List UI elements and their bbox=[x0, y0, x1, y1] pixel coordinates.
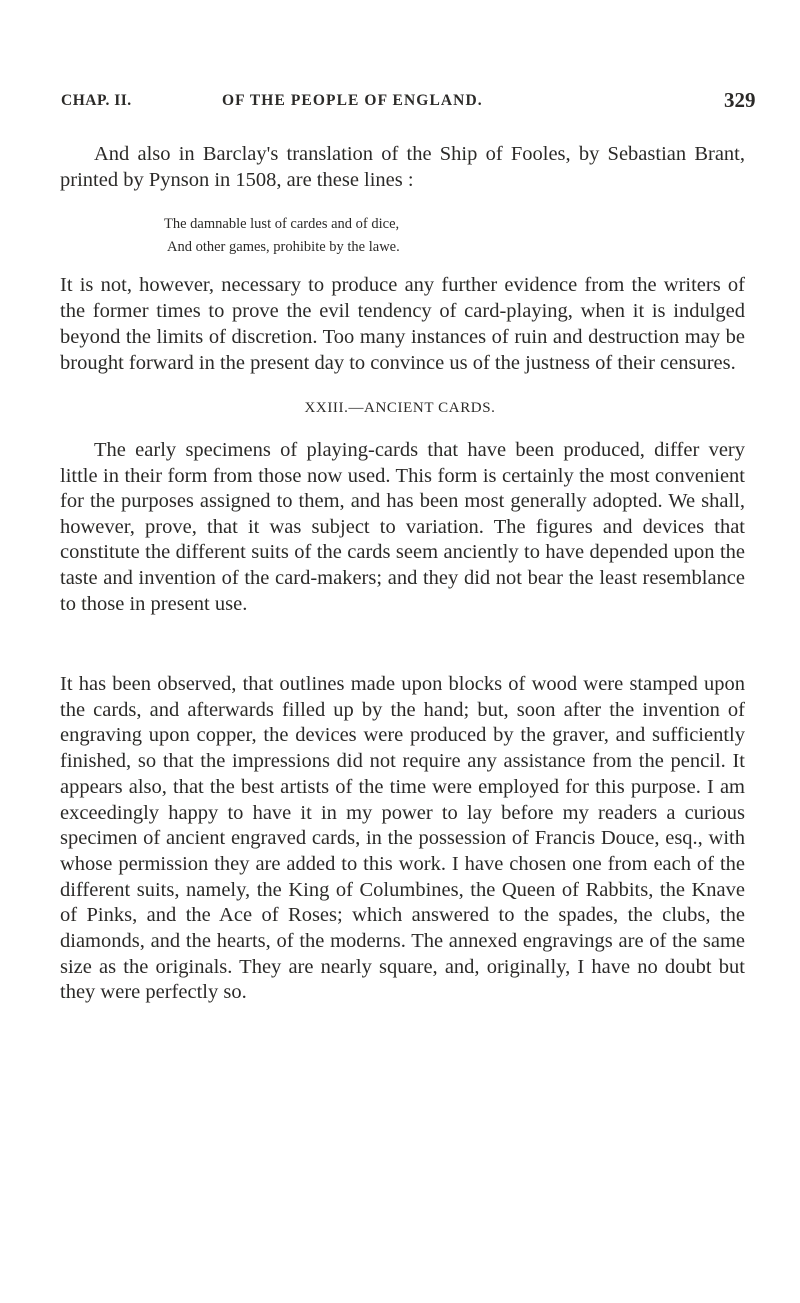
page-number: 329 bbox=[724, 88, 756, 112]
paragraph-intro: And also in Barclay's translation of the Ship of Fooles, by Sebastian Brant, printed by Pynson in 1508, are these lines : bbox=[60, 143, 745, 191]
verse-quotation bbox=[164, 213, 664, 259]
quote-line-1: The damnable lust of cardes and of dice, bbox=[164, 216, 400, 232]
paragraph-evidence: It is not, however, necessary to produce any further evidence from the writers of the former times to prove the evil tendency of card-playing, when it is indulged beyond the limits of discretion. Too many instances of ruin and destruction may be brought forward in the present day to convince us of the justness of their censures. bbox=[60, 274, 745, 374]
running-head bbox=[0, 88, 800, 122]
paragraph-outlines: It has been observed, that outlines made upon blocks of wood were stamped upon the cards, and afterwards filled up by the hand; but, soon after the invention of engraving upon copper, the devices were produced by the graver, and sufficiently finished, so that the impressions did not require any assistance from the pencil. It appears also, that the best artists of the time were employed for this purpose. I am exceedingly happy to have it in my power to lay before my readers a curious specimen of ancient engraved cards, in the possession of Francis Douce, esq., with whose permission they are added to this work. I have chosen one from each of the different suits, namely, the King of Columbines, the Queen of Rabbits, the Knave of Pinks, and the Ace of Roses; which answered to the spades, the clubs, the diamonds, and the hearts, of the moderns. The annexed engravings are of the same size as the originals. They are nearly square, and, originally, I have no doubt but they were perfectly so. bbox=[60, 673, 745, 1004]
running-title: OF THE PEOPLE OF ENGLAND. bbox=[222, 92, 483, 109]
quote-line-2: And other games, prohibite by the lawe. bbox=[167, 239, 400, 255]
chapter-label: CHAP. II. bbox=[61, 92, 132, 109]
section-heading: XXIII.—ANCIENT CARDS. bbox=[304, 400, 496, 416]
paragraph-early-specimens: The early specimens of playing-cards that have been produced, differ very little in their form from those now used. This form is certainly the most convenient for the purposes assigned to them, and has been most generally adopted. We shall, however, prove, that it was subject to variation. The figures and devices that constitute the different suits of the cards seem anciently to have depended upon the taste and invention of the card-makers; and they did not bear the least resemblance to those in present use. bbox=[60, 439, 745, 615]
